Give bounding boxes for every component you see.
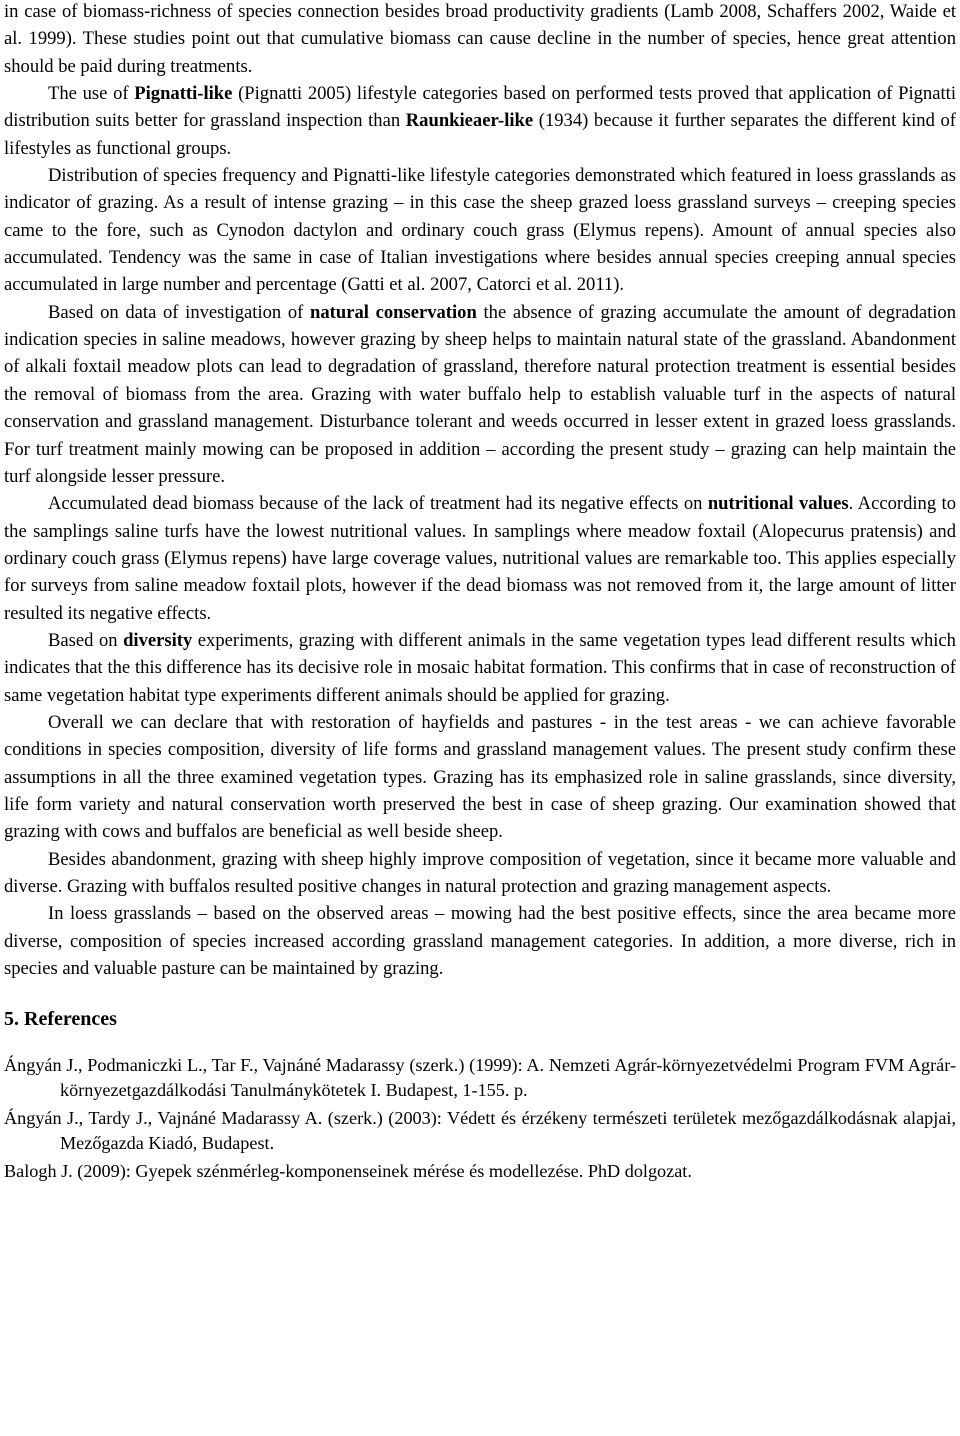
reference-item: Balogh J. (2009): Gyepek szénmérleg-komponenseinek mérése és modellezése. PhD dolgozat. — [4, 1161, 692, 1182]
references-list — [4, 1053, 956, 1184]
paragraph-text: Distribution of species frequency and Pignatti-like lifestyle categories demonstrated which featured in loess grasslands as indicator of grazing. As a result of intense grazing – in this case the sheep grazed loess grassland surveys – creeping species came to the fore, such as Cynodon dactylon and ordinary couch grass (Elymus repens). Amount of annual species also accumulated. Tendency was the same in case of Italian investigations where besides annual species creeping annual species accumulated in large number and percentage (Gatti et al. 2007, Catorci et al. 2011). — [4, 165, 956, 296]
paragraph-text: The use of — [48, 83, 135, 105]
bold-term-raunkieaer-like: Raunkieaer-like — [405, 110, 534, 132]
paragraph-text: Based on data of investigation of — [48, 301, 311, 323]
paragraph-loess-grasslands — [4, 900, 956, 982]
bold-term-natural-conservation: natural conservation — [310, 301, 477, 323]
paragraph-abandonment — [4, 846, 956, 901]
paragraph-nutritional-values — [4, 490, 956, 627]
reference-item: Ángyán J., Tardy J., Vajnáné Madarassy A. (szerk.) (2003): Védett és érzékeny természeti területek mezőgazdálkodásnak alapjai, Mezőgazda Kiadó, Budapest. — [4, 1108, 956, 1153]
paragraph-text: Accumulated dead biomass because of the lack of treatment had its negative effects on — [48, 493, 708, 515]
bold-term-diversity: diversity — [123, 629, 193, 651]
paragraph-text: Overall we can declare that with restoration of hayfields and pastures - in the test areas - we can achieve favorable conditions in species composition, diversity of life forms and grassland management values. The present study confirm these assumptions in all the three examined vegetation types. Grazing has its emphasized role in saline grasslands, since diversity, life form variety and natural conservation worth preserved the best in case of sheep grazing. Our examination showed that grazing with cows and buffalos are beneficial as well beside sheep. — [4, 711, 956, 843]
reference-item: Ángyán J., Podmaniczki L., Tar F., Vajnáné Madarassy (szerk.) (1999): A. Nemzeti Agrár-környezetvédelmi Program FVM Agrár-környezetgazdálkodási Tanulmánykötetek I. Budapest, 1-155. p. — [4, 1055, 956, 1100]
bold-term-nutritional-values: nutritional values — [707, 493, 849, 515]
bold-term-pignatti-like: Pignatti-like — [134, 83, 233, 105]
paragraph-overall — [4, 709, 956, 846]
paragraph-diversity — [4, 627, 956, 709]
paragraph-text: In loess grasslands – based on the observed areas – mowing had the best positive effects, since the area became more diverse, composition of species increased according grassland management categories. In addition, a more diverse, rich in species and valuable pasture can be maintained by grazing. — [4, 903, 956, 980]
paragraph-text: (Pignatti 2005) lifestyle categories based on performed tests proved that application of Pignatti distribution suits better for grassland inspection than — [4, 83, 956, 132]
paragraph-natural-conservation — [4, 299, 956, 490]
paragraph-text: . According to the samplings saline turfs have the lowest nutritional values. In samplings where meadow foxtail (Alopecurus pratensis) and ordinary couch grass (Elymus repens) have large coverage values, nutritional values are remarkable too. This applies especially for surveys from saline meadow foxtail plots, however if the dead biomass was not removed from it, the large amount of litter resulted its negative effects. — [4, 493, 956, 624]
paragraph-text: (1934) because it further separates the different kind of lifestyles as functional groups. — [4, 110, 956, 159]
paragraph-text: Based on — [48, 629, 124, 651]
paragraph-species-frequency — [4, 162, 956, 299]
paragraph-text: in case of biomass-richness of species connection besides broad productivity gradients (Lamb 2008, Schaffers 2002, Waide et al. 1999). These studies point out that cumulative biomass can cause decline in the number of species, hence great attention should be paid during treatments. — [4, 1, 956, 77]
paragraph-text: the absence of grazing accumulate the amount of degradation indication species in saline meadows, however grazing by sheep helps to maintain natural state of the grassland. Abandonment of alkali foxtail meadow plots can lead to degradation of grassland, therefore natural protection treatment is essential besides the removal of biomass from the area. Grazing with water buffalo help to establish valuable turf in the aspects of natural conservation and grassland management. Disturbance tolerant and weeds occurred in lesser extent in grazed loess grasslands. For turf treatment mainly mowing can be proposed in addition – according the present study – grazing can help maintain the turf alongside lesser pressure. — [4, 301, 956, 487]
paragraph-text: experiments, grazing with different animals in the same vegetation types lead different results which indicates that the this difference has its decisive role in mosaic habitat formation. This confirms that in case of reconstruction of same vegetation habitat type experiments different animals should be applied for grazing. — [4, 629, 956, 706]
references-heading: 5. References — [4, 1008, 117, 1031]
paragraph-text: Besides abandonment, grazing with sheep highly improve composition of vegetation, since it became more valuable and diverse. Grazing with buffalos resulted positive changes in natural protection and grazing management aspects. — [4, 848, 956, 897]
paragraph-biomass-richness — [4, 0, 956, 80]
paragraph-pignatti-lifestyle — [4, 80, 956, 162]
